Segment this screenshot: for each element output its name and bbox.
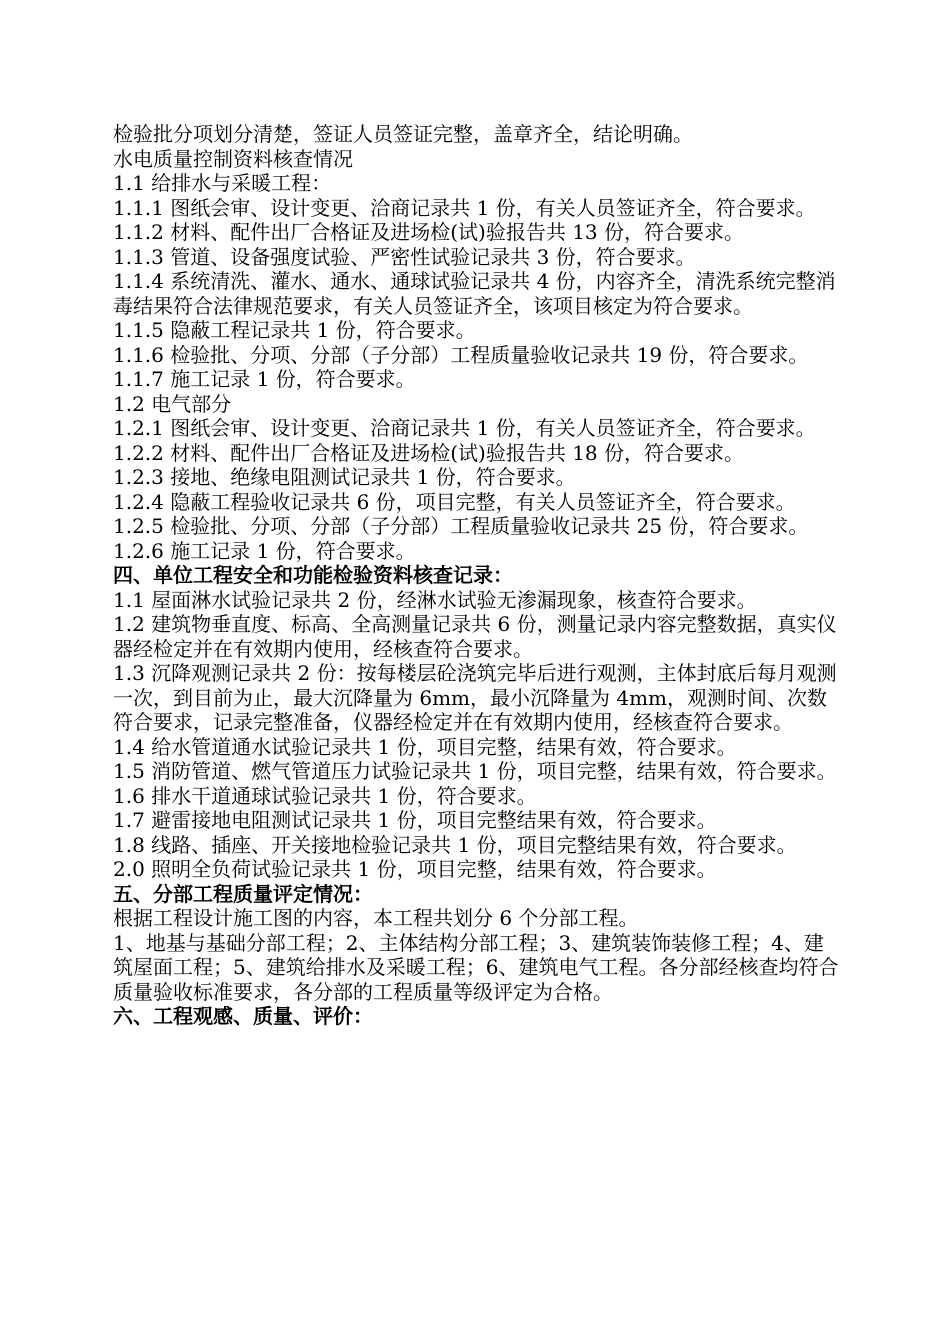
paragraph: 1.3 沉降观测记录共 2 份：按每楼层砼浇筑完毕后进行观测，主体封底后每月观测一次，到目前为止，最大沉降量为 6mm，最小沉降量为 4mm，观测时间、次数符合要求，记录完整准备，仪器经检定并在有效期内使用，经核查符合要求。 [113,661,837,734]
paragraph: 1.2.4 隐蔽工程验收记录共 6 份，项目完整，有关人员签证齐全，符合要求。 [113,489,796,514]
paragraph: 1.1.5 隐蔽工程记录共 1 份，符合要求。 [113,318,476,342]
paragraph: 1.1 给排水与采暖工程： [113,171,332,195]
paragraph: 水电质量控制资料核查情况 [113,146,353,171]
paragraph: 1.1.7 施工记录 1 份，符合要求。 [113,367,416,391]
paragraph: 1.2 建筑物垂直度、标高、全高测量记录共 6 份，测量记录内容完整数据，真实仪器经检定并在有效期内使用，经核查符合要求。 [113,612,837,661]
paragraph: 1.1.3 管道、设备强度试验、严密性试验记录共 3 份，符合要求。 [113,244,696,269]
section-heading: 六、工程观感、质量、评价： [113,1004,373,1028]
paragraph: 1.2.2 材料、配件出厂合格证及进场检(试)验报告共 18 份，符合要求。 [113,440,745,465]
paragraph: 1.2 电气部分 [113,391,232,416]
paragraph: 1、地基与基础分部工程；2、主体结构分部工程；3、建筑装饰装修工程；4、建筑屋面工程；5、建筑给排水及采暖工程；6、建筑电气工程。各分部经核查均符合质量验收标准要求，各分部的工程质量等级评定为合格。 [113,930,839,1004]
paragraph: 1.1.1 图纸会审、设计变更、洽商记录共 1 份，有关人员签证齐全，符合要求。 [113,195,816,220]
paragraph: 1.2.1 图纸会审、设计变更、洽商记录共 1 份，有关人员签证齐全，符合要求。 [113,416,816,440]
paragraph: 1.2.6 施工记录 1 份，符合要求。 [113,538,416,563]
paragraph: 1.7 避雷接地电阻测试记录共 1 份，项目完整结果有效，符合要求。 [113,808,717,832]
document-body [113,122,843,1029]
paragraph: 1.1.6 检验批、分项、分部（子分部）工程质量验收记录共 19 份，符合要求。 [113,342,809,367]
paragraph: 1.2.5 检验批、分项、分部（子分部）工程质量验收记录共 25 份，符合要求。 [113,514,809,538]
section-heading: 四、单位工程安全和功能检验资料核查记录： [113,563,513,587]
paragraph: 1.1.4 系统清洗、灌水、通水、通球试验记录共 4 份，内容齐全，清洗系统完整消毒结果符合法律规范要求，有关人员签证齐全，该项目核定为符合要求。 [113,269,836,318]
paragraph: 1.2.3 接地、绝缘电阻测试记录共 1 份，符合要求。 [113,465,576,489]
paragraph: 根据工程设计施工图的内容，本工程共划分 6 个分部工程。 [113,906,639,930]
paragraph: 1.6 排水干道通球试验记录共 1 份，符合要求。 [113,783,537,808]
paragraph: 1.1 屋面淋水试验记录共 2 份，经淋水试验无渗漏现象，核查符合要求。 [113,587,757,612]
paragraph: 1.1.2 材料、配件出厂合格证及进场检(试)验报告共 13 份，符合要求。 [113,220,745,244]
paragraph: 1.5 消防管道、燃气管道压力试验记录共 1 份，项目完整，结果有效，符合要求。 [113,759,837,783]
paragraph: 1.4 给水管道通水试验记录共 1 份，项目完整，结果有效，符合要求。 [113,734,737,759]
paragraph: 1.8 线路、插座、开关接地检验记录共 1 份，项目完整结果有效，符合要求。 [113,832,797,857]
paragraph: 2.0 照明全负荷试验记录共 1 份，项目完整，结果有效，符合要求。 [113,857,717,881]
section-heading: 五、分部工程质量评定情况： [113,881,373,906]
paragraph: 检验批分项划分清楚，签证人员签证完整，盖章齐全，结论明确。 [113,122,693,146]
